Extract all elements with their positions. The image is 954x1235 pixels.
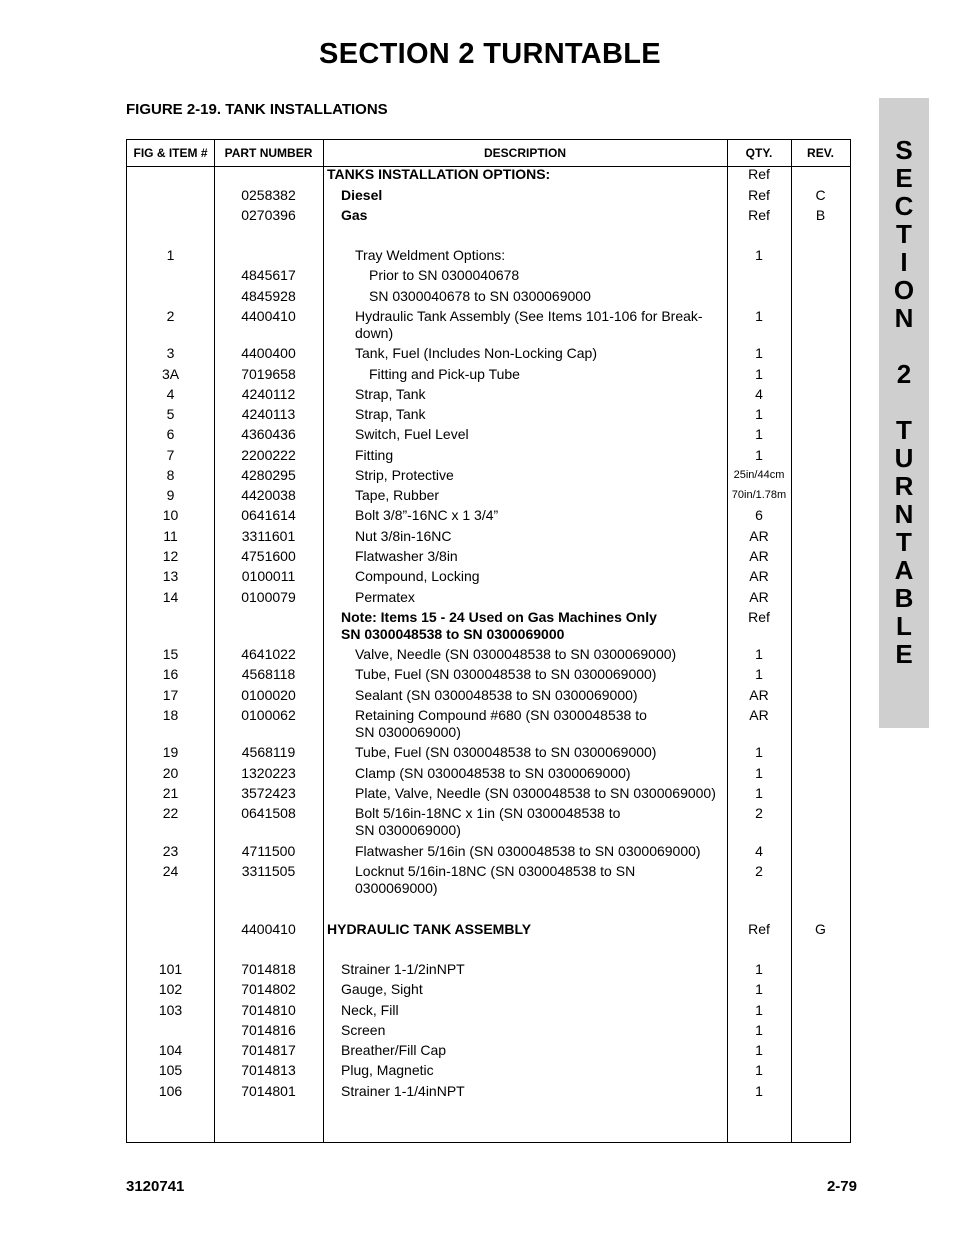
section-side-tab (879, 98, 929, 728)
document-number: 3120741 (126, 1178, 185, 1195)
description: Tube, Fuel (SN 0300048538 to SN 0300069000) (355, 666, 657, 682)
quantity: 2 (755, 805, 763, 821)
description: Breather/Fill Cap (341, 1042, 447, 1058)
part-number: 4641022 (241, 646, 296, 662)
item-number: 7 (166, 447, 175, 463)
item-number: 4 (166, 386, 175, 402)
quantity: 1 (755, 744, 763, 760)
part-number: 4400410 (241, 921, 296, 937)
side-tab-letter: A (894, 555, 914, 585)
part-number: 7014810 (241, 1002, 296, 1018)
part-number: 3311601 (241, 528, 296, 544)
part-number: 4845617 (241, 267, 296, 283)
item-number: 5 (166, 406, 175, 422)
part-number: 7014818 (241, 961, 296, 977)
item-number: 6 (166, 426, 175, 442)
side-tab-letter: S (895, 135, 913, 165)
part-number: 0641614 (241, 507, 296, 523)
part-number: 4400410 (241, 308, 296, 324)
item-number: 106 (158, 1083, 183, 1099)
side-tab-letter: N (894, 303, 914, 333)
quantity: 1 (755, 426, 763, 442)
figure-title: FIGURE 2-19. TANK INSTALLATIONS (126, 101, 388, 118)
part-number: 7019658 (241, 366, 296, 382)
quantity: AR (749, 589, 769, 605)
page-number: 2-79 (826, 1178, 857, 1195)
description: TANKS INSTALLATION OPTIONS: (327, 166, 551, 182)
description: Prior to SN 0300040678 (369, 267, 520, 283)
description: Flatwasher 3/8in (355, 548, 458, 564)
item-number: 8 (166, 467, 175, 483)
description: Plate, Valve, Needle (SN 0300048538 to SN 0300069000) (355, 785, 716, 801)
column-header-item: FIG & ITEM # (133, 146, 208, 160)
quantity: 6 (755, 507, 763, 523)
quantity: Ref (748, 166, 770, 182)
revision: C (815, 187, 826, 203)
description: Tape, Rubber (355, 487, 440, 503)
column-header-rev: REV. (807, 146, 834, 160)
side-tab-letter: I (900, 247, 908, 277)
side-tab-letter: E (895, 163, 913, 193)
part-number: 0641508 (241, 805, 296, 821)
item-number: 11 (163, 528, 178, 544)
part-number: 4280295 (241, 467, 296, 483)
quantity: AR (749, 568, 769, 584)
side-tab-letter: U (894, 443, 914, 473)
description: Neck, Fill (341, 1002, 399, 1018)
quantity: Ref (748, 187, 770, 203)
quantity: 1 (755, 1042, 763, 1058)
quantity: 70in/1.78m (731, 489, 787, 501)
description: Tray Weldment Options: (355, 247, 506, 263)
quantity: 1 (755, 1002, 763, 1018)
part-number: 4240112 (241, 386, 296, 402)
description: Sealant (SN 0300048538 to SN 0300069000) (355, 687, 638, 703)
description: Tank, Fuel (Includes Non-Locking Cap) (355, 345, 598, 361)
description: Valve, Needle (SN 0300048538 to SN 0300069000) (355, 646, 677, 662)
part-number: 4711500 (241, 843, 296, 859)
item-number: 3A (161, 366, 180, 382)
quantity: 1 (755, 666, 763, 682)
description: Strip, Protective (355, 467, 454, 483)
side-tab-letter: T (896, 415, 912, 445)
item-number: 20 (162, 765, 179, 781)
part-number: 7014817 (241, 1042, 296, 1058)
item-number: 22 (162, 805, 179, 821)
quantity: 1 (755, 765, 763, 781)
part-number: 0258382 (241, 187, 296, 203)
description: Bolt 5/16in-18NC x 1in (SN 0300048538 to SN 0300069000) (355, 805, 621, 838)
description: Retaining Compound #680 (SN 0300048538 to SN 0300069000) (355, 707, 647, 740)
item-number: 12 (162, 548, 179, 564)
assembly-heading: HYDRAULIC TANK ASSEMBLY (327, 921, 532, 937)
description: Fitting and Pick-up Tube (369, 366, 520, 382)
description: Flatwasher 5/16in (SN 0300048538 to SN 0300069000) (355, 843, 701, 859)
part-number: 0100062 (241, 707, 296, 723)
quantity: 1 (755, 1022, 763, 1038)
item-number: 104 (158, 1042, 183, 1058)
quantity: 1 (755, 646, 763, 662)
item-number: 16 (162, 666, 179, 682)
part-number: 4240113 (241, 406, 296, 422)
description: Permatex (355, 589, 415, 605)
description: Plug, Magnetic (341, 1062, 434, 1078)
quantity: 1 (755, 1062, 763, 1078)
item-number: 15 (162, 646, 179, 662)
revision: G (815, 921, 826, 937)
item-number: 24 (162, 863, 179, 879)
part-number: 4568119 (241, 744, 296, 760)
quantity: 1 (755, 308, 763, 324)
item-number: 13 (162, 568, 179, 584)
item-number: 10 (162, 507, 179, 523)
side-tab-letter: R (894, 471, 914, 501)
quantity: AR (749, 528, 769, 544)
item-number: 23 (162, 843, 179, 859)
description: Locknut 5/16in-18NC (SN 0300048538 to SN 0300069000) (355, 863, 636, 896)
part-number: 4360436 (241, 426, 296, 442)
quantity: 4 (755, 843, 763, 859)
description: Strap, Tank (355, 406, 426, 422)
part-number: 0270396 (241, 207, 296, 223)
part-number: 4568118 (241, 666, 296, 682)
description: Hydraulic Tank Assembly (See Items 101-106 for Break-down) (355, 308, 703, 341)
description: Switch, Fuel Level (355, 426, 469, 442)
note-text: Note: Items 15 - 24 Used on Gas Machines Only SN 0300048538 to SN 0300069000 (341, 609, 657, 642)
quantity: 1 (755, 961, 763, 977)
side-tab-letter: E (895, 639, 913, 669)
side-tab-letter: 2 (896, 359, 912, 389)
description: Compound, Locking (355, 568, 480, 584)
quantity: 25in/44cm (733, 469, 785, 481)
quantity: Ref (748, 207, 770, 223)
description: Nut 3/8in-16NC (355, 528, 452, 544)
part-number: 4845928 (241, 288, 296, 304)
item-number: 9 (166, 487, 175, 503)
side-tab-letter: L (896, 611, 912, 641)
part-number: 1320223 (241, 765, 296, 781)
side-tab-letter: B (894, 583, 914, 613)
description: Tube, Fuel (SN 0300048538 to SN 0300069000) (355, 744, 657, 760)
quantity: AR (749, 707, 769, 723)
description: Strainer 1-1/2inNPT (341, 961, 465, 977)
part-number: 7014813 (241, 1062, 296, 1078)
item-number: 18 (162, 707, 179, 723)
description: Gauge, Sight (341, 981, 423, 997)
column-header-part-number: PART NUMBER (224, 146, 313, 160)
quantity: 2 (755, 863, 763, 879)
part-number: 3572423 (241, 785, 296, 801)
item-number: 1 (166, 247, 175, 263)
part-number: 0100020 (241, 687, 296, 703)
quantity: 1 (755, 247, 763, 263)
item-number: 103 (158, 1002, 183, 1018)
quantity: Ref (748, 609, 770, 625)
description: Gas (341, 207, 368, 223)
item-number: 19 (162, 744, 179, 760)
part-number: 4420038 (241, 487, 296, 503)
description: Clamp (SN 0300048538 to SN 0300069000) (355, 765, 631, 781)
quantity: 1 (755, 981, 763, 997)
quantity: 1 (755, 785, 763, 801)
parts-table (126, 139, 851, 1143)
side-tab-letter: T (896, 219, 912, 249)
item-number: 3 (166, 345, 175, 361)
part-number: 3311505 (241, 863, 296, 879)
column-header-qty: QTY. (745, 146, 773, 160)
part-number: 2200222 (241, 447, 296, 463)
item-number: 105 (158, 1062, 183, 1078)
description: Diesel (341, 187, 383, 203)
item-number: 101 (158, 961, 183, 977)
quantity: 1 (755, 406, 763, 422)
description: Screen (341, 1022, 386, 1038)
revision: B (815, 207, 826, 223)
side-tab-letter: T (896, 527, 912, 557)
item-number: 21 (162, 785, 179, 801)
quantity: 1 (755, 345, 763, 361)
description: Strap, Tank (355, 386, 426, 402)
column-header-description: DESCRIPTION (483, 146, 566, 160)
part-number: 7014816 (241, 1022, 296, 1038)
side-tab-letter: N (894, 499, 914, 529)
description: Strainer 1-1/4inNPT (341, 1083, 465, 1099)
description: SN 0300040678 to SN 0300069000 (369, 288, 591, 304)
column-divider (791, 140, 792, 1142)
description: Bolt 3/8”-16NC x 1 3/4” (355, 507, 499, 523)
item-number: 17 (162, 687, 179, 703)
item-number: 102 (158, 981, 183, 997)
description: Fitting (355, 447, 394, 463)
part-number: 0100079 (241, 589, 296, 605)
quantity: 1 (755, 366, 763, 382)
item-number: 14 (162, 589, 179, 605)
quantity: 4 (755, 386, 763, 402)
part-number: 4400400 (241, 345, 296, 361)
quantity: 1 (755, 447, 763, 463)
quantity: AR (749, 687, 769, 703)
quantity: Ref (748, 921, 770, 937)
side-tab-letter: C (894, 191, 914, 221)
side-tab-letter: O (893, 275, 915, 305)
quantity: AR (749, 548, 769, 564)
part-number: 7014802 (241, 981, 296, 997)
part-number: 4751600 (241, 548, 296, 564)
item-number: 2 (166, 308, 175, 324)
part-number: 0100011 (241, 568, 296, 584)
section-title: SECTION 2 TURNTABLE (319, 38, 661, 70)
quantity: 1 (755, 1083, 763, 1099)
part-number: 7014801 (241, 1083, 296, 1099)
